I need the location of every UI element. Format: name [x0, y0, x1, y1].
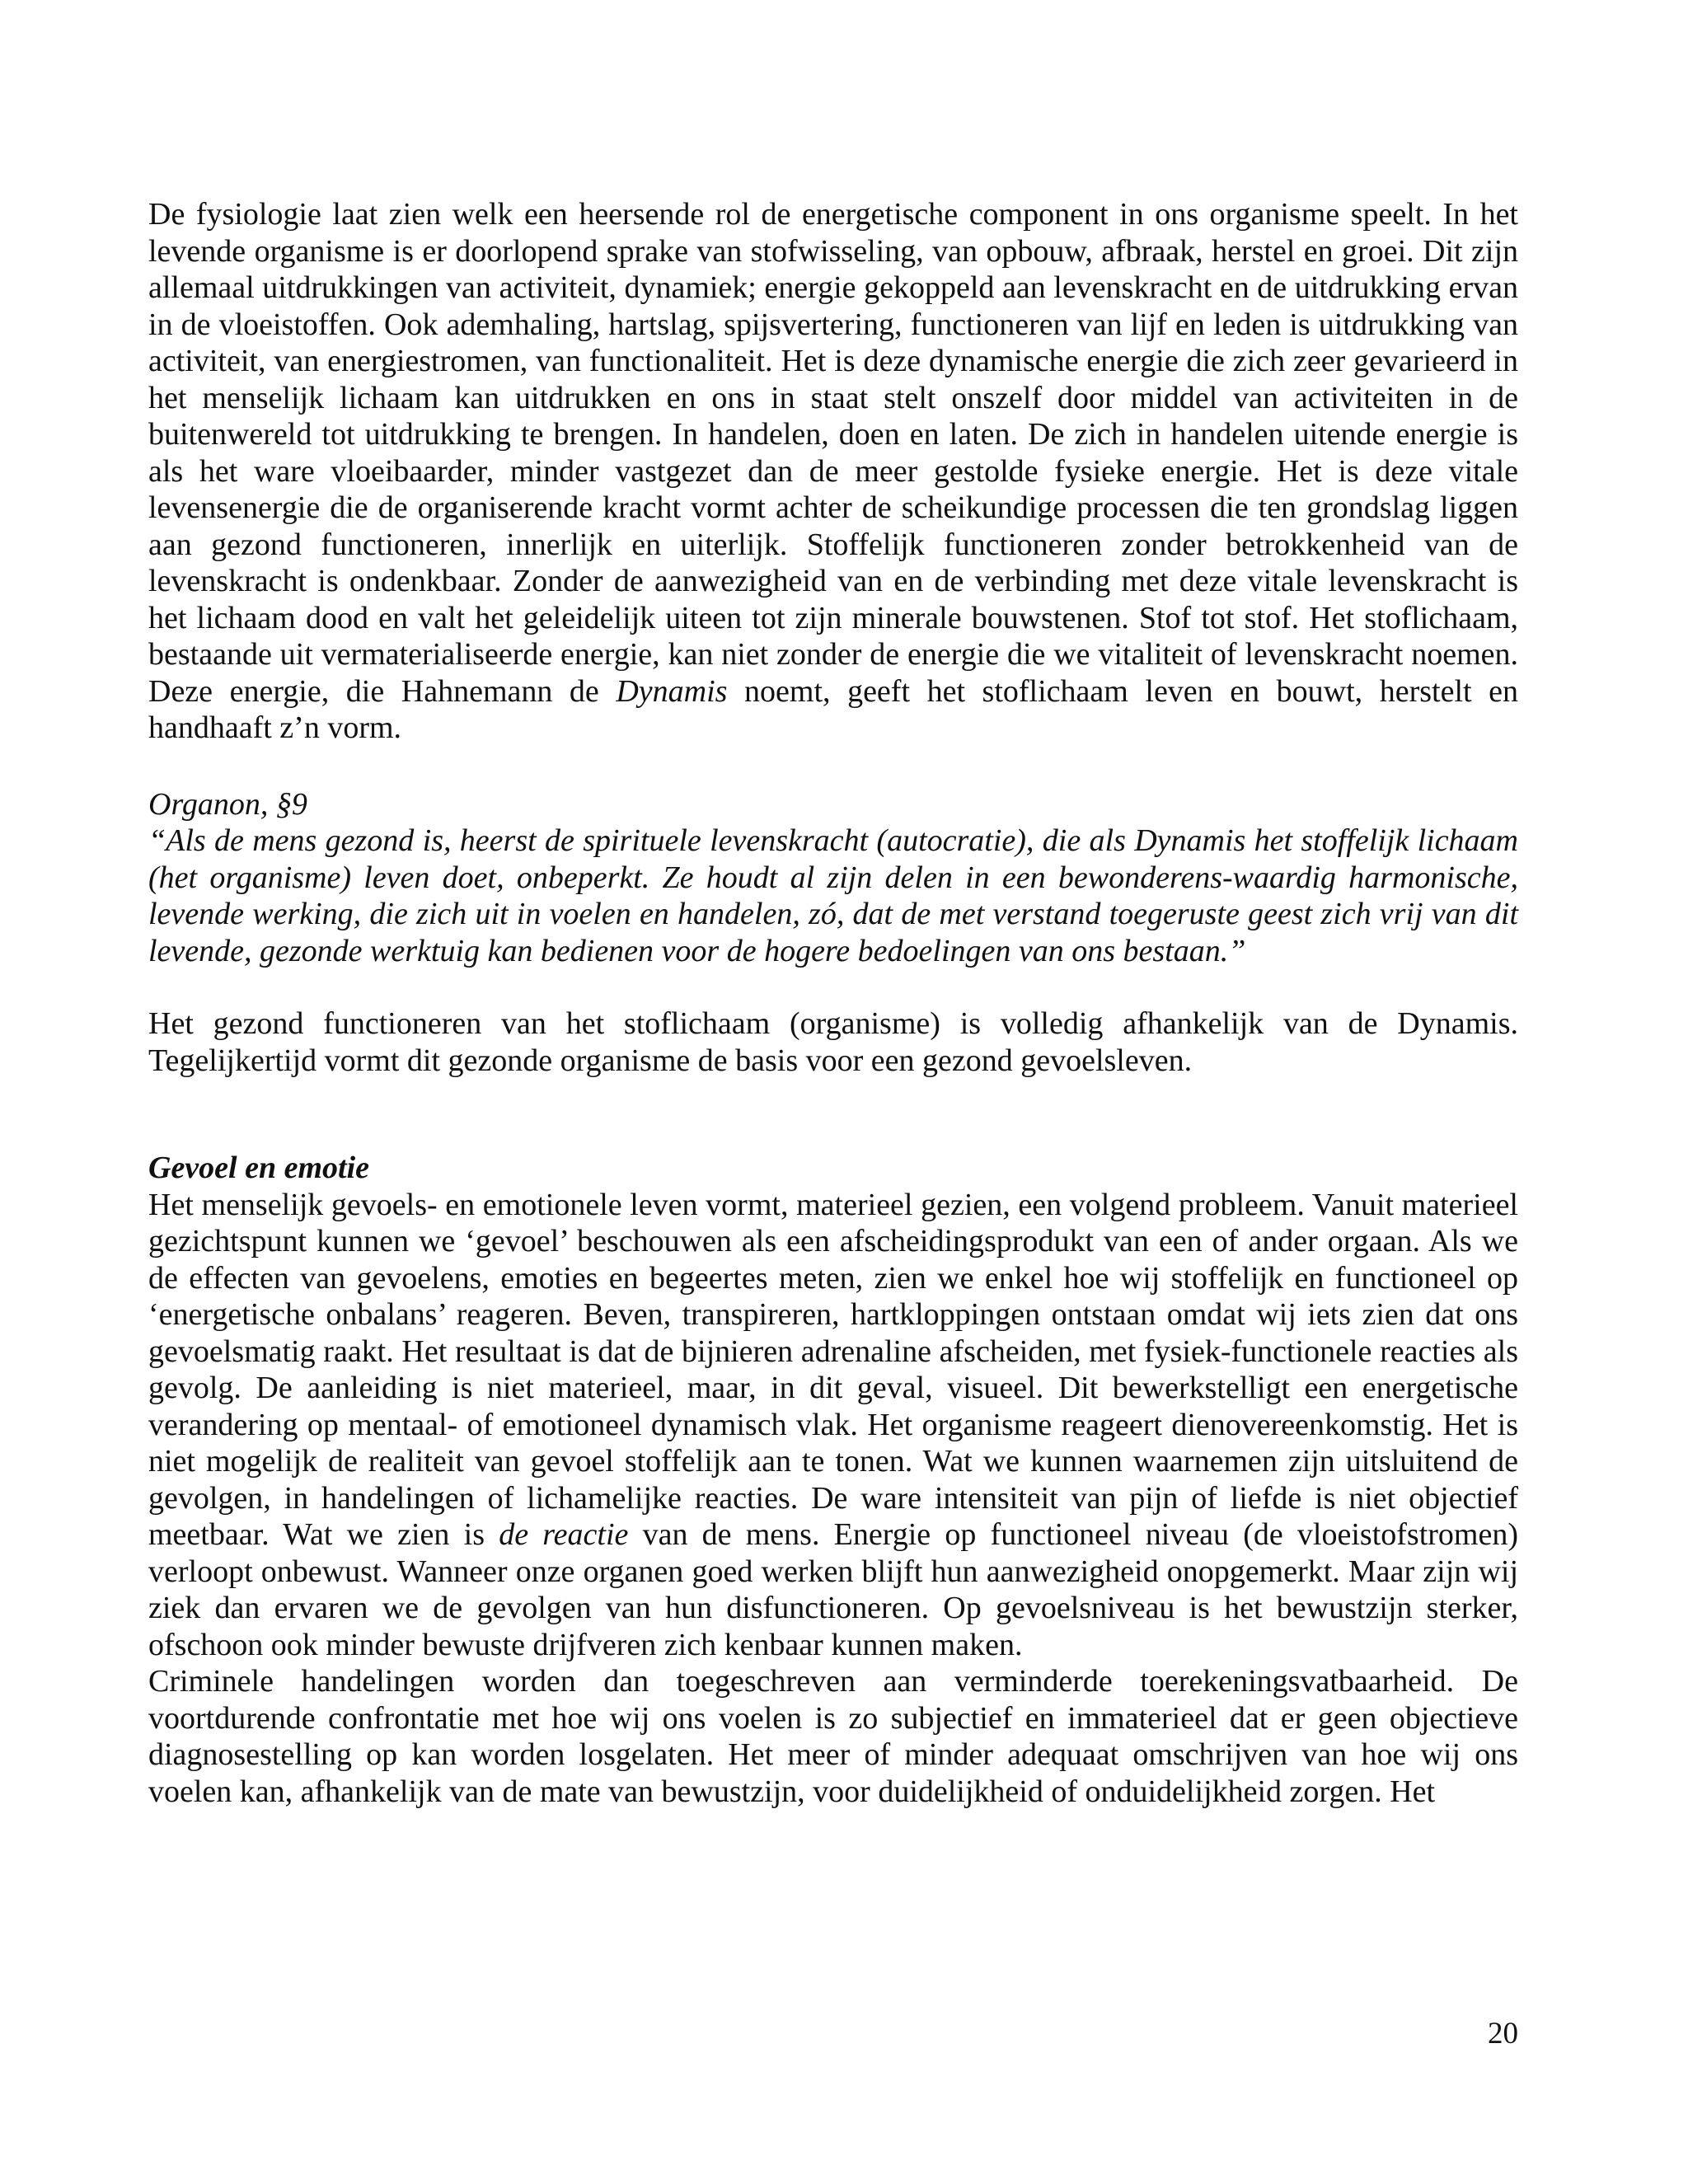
- paragraph-fysiologie: [148, 196, 1518, 747]
- organon-quote: [148, 786, 1518, 970]
- quote-source: Organon, §9: [148, 786, 307, 822]
- paragraph-text: van de mens. Energie op functioneel niveau (de vloeistofstromen) verloopt onbewust. Wanneer onze organen goed werken blijft hun aanwezigheid onopgemerkt. Maar zijn wij ziek dan ervaren we de gevolgen van hun disfunctioneren. Op gevoelsniveau is het bewustzijn sterker, ofschoon ook minder bewuste drijfveren zich kenbaar kunnen maken.: [148, 1517, 1518, 1662]
- paragraph-gezond-functioneren: Het gezond functioneren van het stoflichaam (organisme) is volledig afhankelijk van de Dynamis. Tegelijkertijd vormt dit gezonde organisme de basis voor een gezond gevoelsleven.: [148, 1006, 1518, 1078]
- quote-text: “Als de mens gezond is, heerst de spirituele levenskracht (autocratie), die als Dynamis het stoffelijk lichaam (het organisme) leven doet, onbeperkt. Ze houdt al zijn delen in een bewonderens-waardig harmonische, levende werking, die zich uit in voelen en handelen, zó, dat de met verstand toegeruste geest zich vrij van dit levende, gezonde werktuig kan bedienen voor de hogere bedoelingen van ons bestaan.”: [148, 823, 1518, 968]
- paragraph-gevoelsleven: [148, 1187, 1518, 1664]
- paragraph-text: Het menselijk gevoels- en emotionele leven vormt, materieel gezien, een volgend probleem. Vanuit materieel gezichtspunt kunnen we ‘gevoel’ beschouwen als een afscheidingsprodukt van een of ander orgaan. Als we de effecten van gevoelens, emoties en begeertes meten, zien we enkel hoe wij stoffelijk en functioneel op ‘energetische onbalans’ reageren. Beven, transpireren, hartkloppingen ontstaan omdat wij iets zien dat ons gevoelsmatig raakt. Het resultaat is dat de bijnieren adrenaline afscheiden, met fysiek-functionele reacties als gevolg. De aanleiding is niet materieel, maar, in dit geval, visueel. Dit bewerkstelligt een energetische verandering op mentaal- of emotioneel dynamisch vlak. Het organisme reageert dienovereenkomstig. Het is niet mogelijk de realiteit van gevoel stoffelijk aan te tonen. Wat we kunnen waarnemen zijn uitsluitend de gevolgen, in handelingen of lichamelijke reacties. De ware intensiteit van pijn of liefde is niet objectief meetbaar. Wat we zien is: [148, 1187, 1518, 1552]
- emphasis-dynamis: Dynamis: [616, 673, 728, 709]
- emphasis-de-reactie: de reactie: [499, 1517, 629, 1552]
- paragraph-criminele-handelingen: Criminele handelingen worden dan toegeschreven aan verminderde toerekeningsvatbaarheid. De voortdurende confrontatie met hoe wij ons voelen is zo subjectief en immaterieel dat er geen objectieve diagnosestelling op kan worden losgelaten. Het meer of minder adequaat omschrijven van hoe wij ons voelen kan, afhankelijk van de mate van bewustzijn, voor duidelijkheid of onduidelijkheid zorgen. Het: [148, 1664, 1518, 1809]
- paragraph-text: noemt, geeft het stoflichaam leven en bouwt, herstelt en handhaaft z’n vorm.: [148, 673, 1518, 745]
- page-number: 20: [1488, 2017, 1518, 2050]
- page-body: [148, 196, 1518, 1810]
- paragraph-text: De fysiologie laat zien welk een heersende rol de energetische component in ons organisme speelt. In het levende organisme is er doorlopend sprake van stofwisseling, van opbouw, afbraak, herstel en groei. Dit zijn allemaal uitdrukkingen van activiteit, dynamiek; energie gekoppeld aan levenskracht en de uitdrukking ervan in de vloeistoffen. Ook ademhaling, hartslag, spijsvertering, functioneren van lijf en leden is uitdrukking van activiteit, van energiestromen, van functionaliteit. Het is deze dynamische energie die zich zeer gevarieerd in het menselijk lichaam kan uitdrukken en ons in staat stelt onszelf door middel van activiteiten in de buitenwereld tot uitdrukking te brengen. In handelen, doen en laten. De zich in handelen uitende energie is als het ware vloeibaarder, minder vastgezet dan de meer gestolde fysieke energie. Het is deze vitale levensenergie die de organiserende kracht vormt achter de scheikundige processen die ten grondslag liggen aan gezond functioneren, innerlijk en uiterlijk. Stoffelijk functioneren zonder betrokkenheid van de levenskracht is ondenkbaar. Zonder de aanwezigheid van en de verbinding met deze vitale levenskracht is het lichaam dood en valt het geleidelijk uiteen tot zijn minerale bouwstenen. Stof tot stof. Het stoflichaam, bestaande uit vermaterialiseerde energie, kan niet zonder de energie die we vitaliteit of levenskracht noemen. Deze energie, die Hahnemann de: [148, 197, 1518, 709]
- section-heading: Gevoel en emotie: [148, 1151, 370, 1185]
